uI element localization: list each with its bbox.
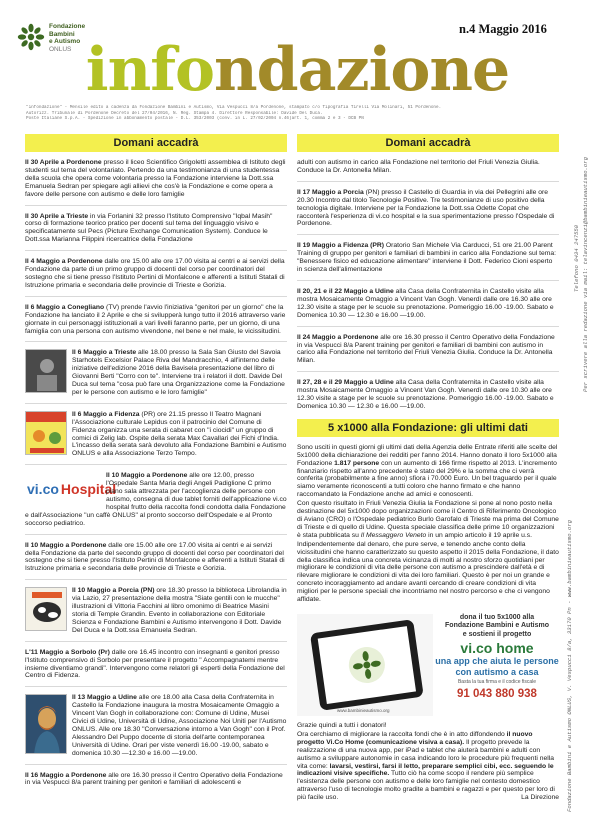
event-with-image <box>25 587 287 634</box>
ad-line-3: e sostieni il progetto <box>462 630 532 638</box>
ad-line-1: dona il tuo 5x1000 alla <box>459 613 535 621</box>
divider <box>297 181 559 182</box>
divider <box>25 534 287 535</box>
colophon-line: "infondazione" - Mensile edito a cadenza da Fondazione Bambini e Autismo, Via Vespucci 8/a Pordenone, stampato c/o Tipografia Tirelli Via Molinari, 51 Pordenone. <box>26 105 442 110</box>
event-item: Il 24 Maggio a Pordenone alle ore 16.30 presso il Centro Operativo della Fondazione in via Vespucci 8/a Parent training per genitori e familiari di bambini con autismo in carico alla Fondazione nel territorio del Friuli Venezia Giulia. Conduce la Dr. Antonella Milan. <box>297 333 555 365</box>
divider <box>25 341 287 342</box>
event-item: Il 10 Maggio a Pordenone dalle ore 15.00 alle ore 17.00 visita ai centri e ai servizi della Fondazione da parte del secondo gruppo di docenti del corso per coordinatori del sostegno che si tiene presso l'Istituto Pertini di Monfalcone e afferenti a Istituti Statali di Istruzione primaria e secondaria delle provincie di Trieste e Gorizia. <box>25 541 285 573</box>
event-item: Il 13 Maggio a Udine alle ore 18.00 alla Casa della Confraternita in Castello la Fondazione inaugura la mostra Mosaicamente Omaggio a Vincent Van Gogh in collaborazione con: Comune di Udine, Musei Civici di Udine, Università di Udine, Associazione Noi Uniti per l'Autismo ONLUS. Alle ore 18.30 "Conversazione intorno a Van Gogh" con il Prof. Alessandro Del Puppo docente di storia dell'arte contemporanea Università di Udine. Orari per viste venerdì 16.00 -19.00, sabato e domenica 10.30 —12.30 e 16.00 —19.00. <box>72 694 287 757</box>
vertical-address: Fondazione Bambini e Autismo ONLUS, V. Vespucci 8/a, 33170 Pn - www.bambinieautismo.org <box>566 519 573 812</box>
event-item: Il 20, 21 e il 22 Maggio a Udine alla Casa della Confraternita in Castello visite alla mostra Mosaicamente Omaggio a Vincent Van Gogh. Venerdì dalle ore 16.30 alle ore 12.30 visite a stage per le scuole su prenotazione. Pomeriggio 16.00 -19.00. Sabato e Domenica 10.30 — 12.30 e 16.00 —19.00. <box>297 287 554 319</box>
tablet-image <box>297 614 433 716</box>
logo-year: ONLUS <box>49 45 72 53</box>
divider <box>25 764 287 765</box>
event-item: Il 10 Maggio a Pordenone alle ore 12.00, presso l'Ospedale Santa Maria degli Angeli Padiglione C primo piano sala attrezzata per l'accoglienza delle persone con autismo, consegna di due tablet forniti dell'applicazione vi.co hospital frutto della raccolta fondi condotta dalla Fondazione e dall'Associazione "un caffè ONLUS" al pronto soccorso dell'Ospedale e al Pronto soccorso pediatrico. <box>25 472 287 527</box>
ad-note: Basta la tua firma e il codice fiscale <box>457 679 537 686</box>
colophon-line: Poste Italiane S.p.A. - Spedizione in abbonamento postale - D.L. 353/2003 (conv. in L. 27/02/2004 n.46)art. 1, comma 2 e 3 - DCB PN <box>26 116 364 122</box>
event-item: Il 30 Aprile a Pordenone presso il liceo Scientifico Grigoletti assemblea di Istituto degli studenti sul tema del volontariato. Pertendo da una testimonianza di una studentessa della scuola che opera come volontaria presso la Fondazione interviene la Dott.ssa Emanuela Sedran per spiegare agli allievi che cos'è la Fondazione e come opera a favore delle persone con autismo e delle loro famiglie <box>25 159 286 198</box>
event-item: L'11 Maggio a Sorbolo (Pr) dalle ore 16.45 incontro con insegnanti e genitori presso l'Istituto comprensivo di Sorbolo per presentare il progetto " Accompagnatemi mentre insieme diventiamo grandi". Intervengono come relatori gli esperti della Fondazione del Centro di Fidenza. <box>25 648 285 680</box>
signature: La Direzione <box>521 794 559 802</box>
event-with-logo <box>25 472 287 527</box>
van-gogh-portrait-image <box>25 694 67 754</box>
left-column <box>25 134 287 816</box>
book-cover-image <box>25 587 67 631</box>
divider <box>25 205 287 206</box>
poster-image <box>25 411 67 455</box>
event-item: Il 19 Maggio a Fidenza (PR) Oratorio San Michele Via Carducci, 51 ore 21.00 Parent Training di gruppo per genitori e familiari di bambini in carico alla Fondazione sul tema: "Benessere fisico ed educazione alimentare" interviene il Dott. Federico Cioni esperto in scienza dell'alimentazione <box>297 242 557 274</box>
masthead-part-1: info <box>85 35 215 105</box>
article-paragraph: Indipendentemente dal denaro, che pure serve, e tenendo anche conto della vicissitudini che hanno caratterizzato su questo aspetto il 2015 della Fondazione, il dato della classifica indica una concreta vicinanza di molti al nostro sforzo quotidiani per migliorare le condizioni di vita delle persone con autismo a prescindere dall'età e di rilevare migliorare le condizioni di vita dei loro familiari. Questo è per noi un grande e concreto incoraggiamento ad andare avanti cercando di creare condizioni di vita migliori per le persone speciali che incontriamo nel nostro percorso e che ci vengono affidate. <box>297 540 559 604</box>
event-with-image <box>25 694 287 757</box>
event-with-image <box>25 349 287 396</box>
divider <box>25 403 287 404</box>
ad-line-2: Fondazione Bambini e Autismo <box>445 622 549 630</box>
divider <box>297 326 559 327</box>
book-cover-image <box>25 349 67 393</box>
divider <box>25 579 287 580</box>
divider <box>25 464 287 465</box>
colophon <box>26 105 554 122</box>
ad-tax-code: 91 043 880 938 <box>457 688 537 701</box>
divider <box>25 641 287 642</box>
vico-home-ad <box>297 612 559 720</box>
issue-label: n.4 Maggio 2016 <box>459 22 547 36</box>
divider <box>297 280 559 281</box>
article-paragraph: Ora cerchiamo di migliorare la raccolta fondi che è in atto diffondendo il nuovo progetto Vi.Co Home (comunicazione visiva a casa). Il progetto prevede la realizzazione di una nuova app, per iPad e tablet che aiuterà bambini e adulti con autismo a sviluppare autonomie in casa indicando loro le procedure più frequenti nella vita come: lavarsi, vestirsi, farsi il letto, preparare semplici cibi, ecc. seguendo le indicazioni visive specifiche. Tutto ciò ha come scopo il rendere più semplice l'esistenza delle persone con autismo e delle loro famiglie nel contesto domestico attraverso l'uso di tecnologie molto gradite a bambini e ragazzi e per questo per loro di più facile uso. La Direzione <box>297 730 559 802</box>
divider <box>25 250 287 251</box>
section-header-5x1000: 5 x1000 alla Fondazione: gli ultimi dati <box>297 419 559 437</box>
colophon-line: Autorizz. Tribunale di Pordenone Decreto del 27/04/2016, N. Reg. Stampa 4. Direttore Responsabile: Davide Del Duca. <box>26 110 323 116</box>
divider <box>25 296 287 297</box>
ad-product-name: vi.co home <box>460 640 534 657</box>
section-header: Domani accadrà <box>25 134 287 152</box>
vico-word-2: Hospital <box>60 481 117 498</box>
logo-line-3: e Autismo <box>49 38 81 45</box>
event-item: Il 4 Maggio a Pordenone dalle ore 15.00 alle ore 17.00 visita ai centri e ai servizi della Fondazione da parte di un primo gruppo di docenti del corso per coordinatori del sostegno che si tiene presso l'Istituto Pertini di Monfalcone e afferenti a Istituti Statali di Istruzione primaria e secondaria delle provincie di Trieste e Gorizia. <box>25 258 285 289</box>
divider <box>297 234 559 235</box>
masthead-title <box>0 35 595 105</box>
vico-word-1: vi.co <box>27 481 59 498</box>
logo-line-1: Fondazione <box>49 23 86 30</box>
ad-tagline: una app che aiuta le persone con autismo a casa <box>435 656 559 677</box>
right-column <box>297 134 559 816</box>
event-continuation: adulti con autismo in carico alla Fondazione nel territorio del Friuli Venezia Giulia. Conduce la Dr. Antonella Milan. <box>297 159 540 174</box>
event-item: Il 30 Aprile a Trieste in via Forlanini 32 presso l'Istituto Comprensivo "Iqbal Masih" corso di formazione teorico pratico per docenti sul tema del linguaggio visivo e specificatamente sul Pecs (Picture Exchange Comunication System). Conduce le Dott.ssa Marianna Filippini ricercatrice della Fondazione <box>25 212 273 244</box>
event-item: Il 10 Maggio a Porcia (PN) ore 18.30 presso la biblioteca Librolandia in via Lazio, 27 presentazione della mostra "Siate gentili con le mucche" illustrazioni di Vittoria Facchini al libro omonimo di Beatrice Masini storia di Temple Grandin. Evento in collaborazione con Editoriale Scienza e Fondazione Bambini e Autismo intervengono il Dott. Davide Del Duca e la Dott.ssa Emanuela Sedran. <box>72 587 287 634</box>
event-with-image <box>25 411 287 458</box>
logo-line-2: Bambini <box>49 30 75 38</box>
article-paragraph: Sono usciti in questi giorni gli ultimi dati della Agenzia delle Entrate riferiti alle scelte del 5x1000 della dichiarazione dei redditi per l'anno 2014. Hanno donato il loro 5x1000 alla Fondazione 1.817 persone con un aumento di 166 firme rispetto al 2013. L'incremento finanziario rispetto all'anno precedente è stato del 29% e la somma che ci verrà conferita (probabilmente a fine anno) sfiora i 70.000 Euro. Un bel traguardo per il quale siamo veramente riconoscenti a tutti coloro che hanno firmato e che hanno raccomandato la Fondazione anche ad amici e conoscenti. <box>297 443 558 499</box>
ad-url: www.bambinieautismo.org <box>337 707 390 713</box>
event-item: Il 27, 28 e il 29 Maggio a Udine alla Casa della Confraternita in Castello visite alla mostra Mosaicamente Omaggio a Vincent Van Gogh. Venerdì dalle ore 10.30 alle ore 12.30 visite a stage per le scuole su prenotazione. Pomeriggio 16.00 -19.00. Sabato e Domenica 10.30 — 12.30 e 16.00 —19.00. <box>297 379 554 410</box>
vertical-margin-text <box>566 92 592 812</box>
divider <box>297 371 559 372</box>
event-item: Il 6 Maggio a Conegliano (TV) prende l'avvio l'iniziativa "genitori per un giorno" che la Fondazione ha lanciato il 2 Aprile e che si svilupperà lungo tutto il 2016 attraverso varie giornate in cui personaggi istituzionali a vari livelli faranno parte, per un giorno, di una famiglia con una persona con autismo vivendone, nel bene e nel male, le vicissitudini. <box>25 303 286 335</box>
event-item: Il 16 Maggio a Pordenone alle ore 16.30 presso il Centro Operativo della Fondazione in via Vespucci 8/a parent training per genitori e familiari di adolescenti e <box>25 771 283 787</box>
article-paragraph: Con questo risultato in Friuli Venezia Giulia la Fondazione si pone al nono posto nella destinazione del 5x1000 dopo organizzazioni come il Centro di Riferimento Oncologico di Aviano (CRO) o l'Ospedale pediatrico Burlo Garofalo di Trieste ma prima del Comune di Trieste e di quello di Udine. Questa speciale classifica delle prime 10 organizzazioni è stata pubblicata su Il Messaggero Veneto in un ampio articolo il 19 aprile u.s. <box>297 500 559 539</box>
article-paragraph: Grazie quindi a tutti i donatori! <box>297 721 387 729</box>
divider <box>25 686 287 687</box>
vertical-mail: Per scrivere alla redazione via mail: telavincenzi@bambinieautismo.org <box>582 157 589 392</box>
vertical-phone: Telefono 0434 247550 <box>573 224 580 292</box>
vico-hospital-logo <box>25 472 117 506</box>
section-header: Domani accadrà <box>297 134 559 152</box>
event-item: Il 6 Maggio a Trieste alle 18.00 presso la Sala San Giusto del Savoia Starhotels Excelsior Palace Riva del Mandracchio, 4 all'interno delle iniziative dell'edizione 2016 della Bavisela presentazione del libro di Giovanni Berti "Corro con te". Interviene tra i relatori il dott. Davide Del Duca sul tema "cosa può fare una Organizzazione come la Fondazione per le persone con autismo e le loro famiglie" <box>72 349 285 396</box>
event-item: Il 6 Maggio a Fidenza (PR) ore 21.15 presso Il Teatro Magnani l'Associazione culturale Lepidus con il patrocinio del Comune di Fidenza organizza una serata di cabaret con "i ciocidi" un gruppo di comici di Zelig lab. Ospite della serata Max Cavallari dei Fichi d'India. L'incasso della serata sarà devoluto alla Fondazione Bambini e Autismo ONLUS e alla Associazione Terzo Tempo. <box>72 410 287 458</box>
masthead-part-2: ndazione <box>214 35 510 105</box>
event-item: Il 17 Maggio a Porcia (PN) presso il Castello di Guardia in via dei Pellegrini alle ore 20.30 Incontro dal titolo Tecnologie Positive. Tre testimonianze di uso positivo della tecnologia digitale. Interviene per la Fondazione la Dott.ssa Odette Copat che racconterà l'esperienza di vi.co hospital e la sua sperimentazione presso l'Ospedale di Pordenone. <box>297 188 555 228</box>
